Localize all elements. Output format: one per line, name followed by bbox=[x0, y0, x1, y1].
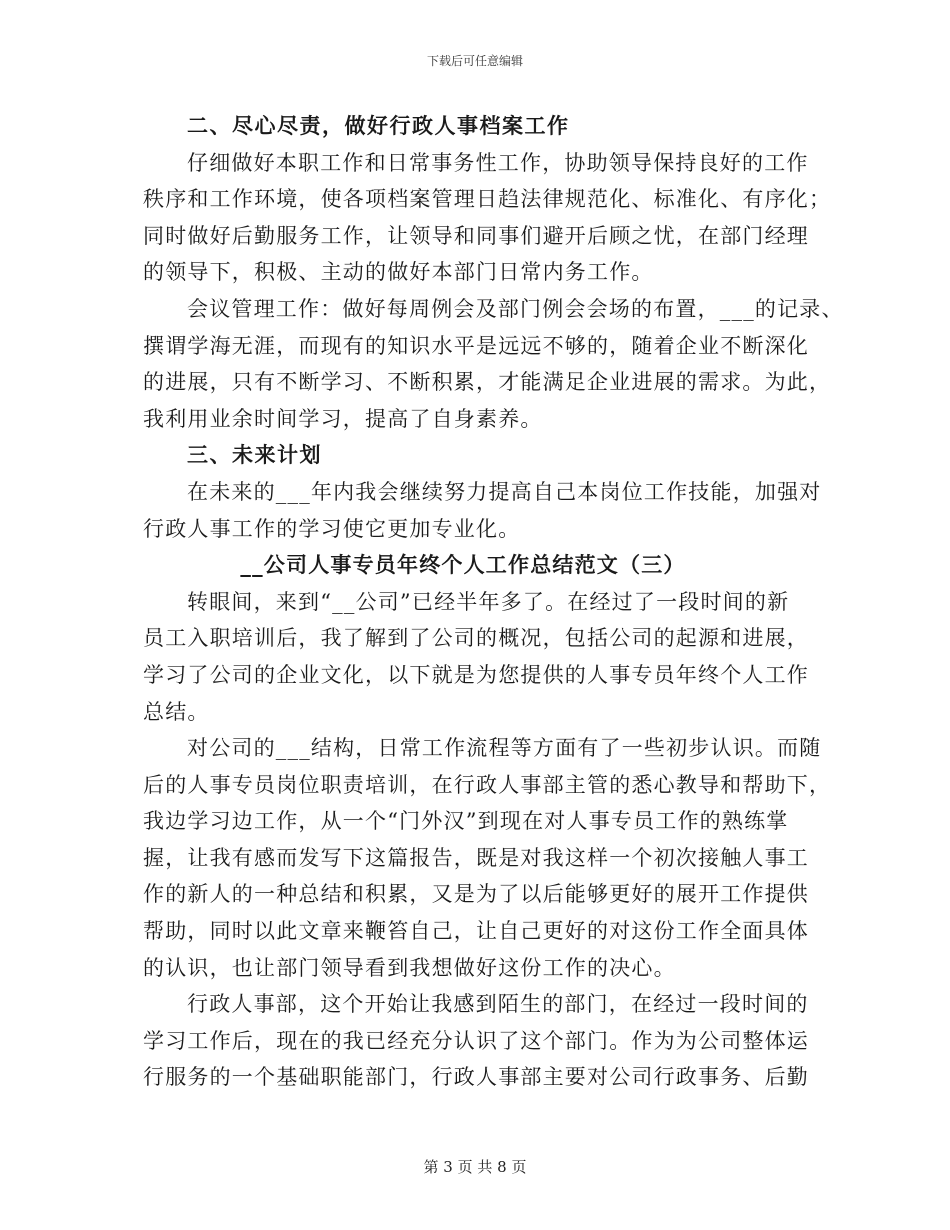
section-heading-3 bbox=[143, 437, 823, 474]
paragraph-line: 作的新人的一种总结和积累，又是为了以后能够更好的展开工作提供 bbox=[143, 882, 809, 907]
paragraph-line: 秩序和工作环境，使各项档案管理日趋法律规范化、标准化、有序化； bbox=[143, 187, 832, 212]
paragraph-line: 行政人事部，这个开始让我感到陌生的部门，在经过一段时间的 bbox=[187, 992, 809, 1017]
paragraph-line: 学习工作后，现在的我已经充分认识了这个部门。作为为公司整体运 bbox=[143, 1028, 809, 1053]
paragraph-line: 后的人事专员岗位职责培训，在行政人事部主管的悉心教导和帮助下， bbox=[143, 772, 832, 797]
paragraph-line: 总结。 bbox=[143, 699, 210, 724]
paragraph-line: 的认识，也让部门领导看到我想做好这份工作的决心。 bbox=[143, 955, 676, 980]
section-heading-2 bbox=[143, 108, 823, 145]
article-title: __公司人事专员年终个人工作总结范文（三） bbox=[240, 552, 686, 578]
paragraph-line: 我利用业余时间学习，提高了自身素养。 bbox=[143, 406, 543, 431]
paragraph-line: 帮助，同时以此文章来鞭笞自己，让自己更好的对这份工作全面具体 bbox=[143, 919, 809, 944]
heading-text: 二、尽心尽责，做好行政人事档案工作 bbox=[187, 113, 570, 138]
document-body bbox=[143, 108, 844, 1096]
paragraph-line: 的领导下，积极、主动的做好本部门日常内务工作。 bbox=[143, 260, 654, 285]
page-header: 下载后可任意编辑 bbox=[426, 54, 523, 68]
page-footer: 第 3 页 共 8 页 bbox=[423, 1158, 527, 1176]
paragraph-line: 行服务的一个基础职能部门，行政人事部主要对公司行政事务、后勤 bbox=[143, 1065, 809, 1090]
paragraph bbox=[143, 291, 844, 437]
paragraph-line: 员工入职培训后，我了解到了公司的概况，包括公司的起源和进展， bbox=[143, 626, 809, 651]
paragraph-line: 仔细做好本职工作和日常事务性工作，协助领导保持良好的工作 bbox=[187, 150, 809, 175]
paragraph bbox=[143, 145, 832, 291]
paragraph bbox=[143, 584, 823, 730]
paragraph-line: 撰谓学海无涯，而现有的知识水平是远远不够的，随着企业不断深化 bbox=[143, 333, 809, 358]
paragraph-line: 在未来的___年内我会继续努力提高自己本岗位工作技能，加强对 bbox=[187, 479, 822, 504]
paragraph-line: 我边学习边工作，从一个“门外汉”到现在对人事专员工作的熟练掌 bbox=[143, 809, 789, 834]
paragraph-line: 对公司的___结构，日常工作流程等方面有了一些初步认识。而随 bbox=[187, 736, 822, 761]
paragraph bbox=[143, 474, 823, 547]
paragraph-line: 学习了公司的企业文化，以下就是为您提供的人事专员年终个人工作 bbox=[143, 662, 809, 687]
paragraph-line: 行政人事工作的学习使它更加专业化。 bbox=[143, 516, 521, 541]
paragraph-line: 会议管理工作：做好每周例会及部门例会会场的布置，___的记录、 bbox=[187, 296, 844, 321]
paragraph-line: 握，让我有感而发写下这篇报告，既是对我这样一个初次接触人事工 bbox=[143, 845, 809, 870]
paragraph-line: 的进展，只有不断学习、不断积累，才能满足企业进展的需求。为此， bbox=[143, 370, 832, 395]
paragraph bbox=[143, 730, 832, 986]
paragraph-line: 转眼间，来到“__公司”已经半年多了。在经过了一段时间的新 bbox=[187, 589, 790, 614]
paragraph-line: 同时做好后勤服务工作，让领导和同事们避开后顾之忧，在部门经理 bbox=[143, 223, 809, 248]
heading-text: 三、未来计划 bbox=[187, 442, 322, 468]
paragraph bbox=[143, 986, 823, 1096]
